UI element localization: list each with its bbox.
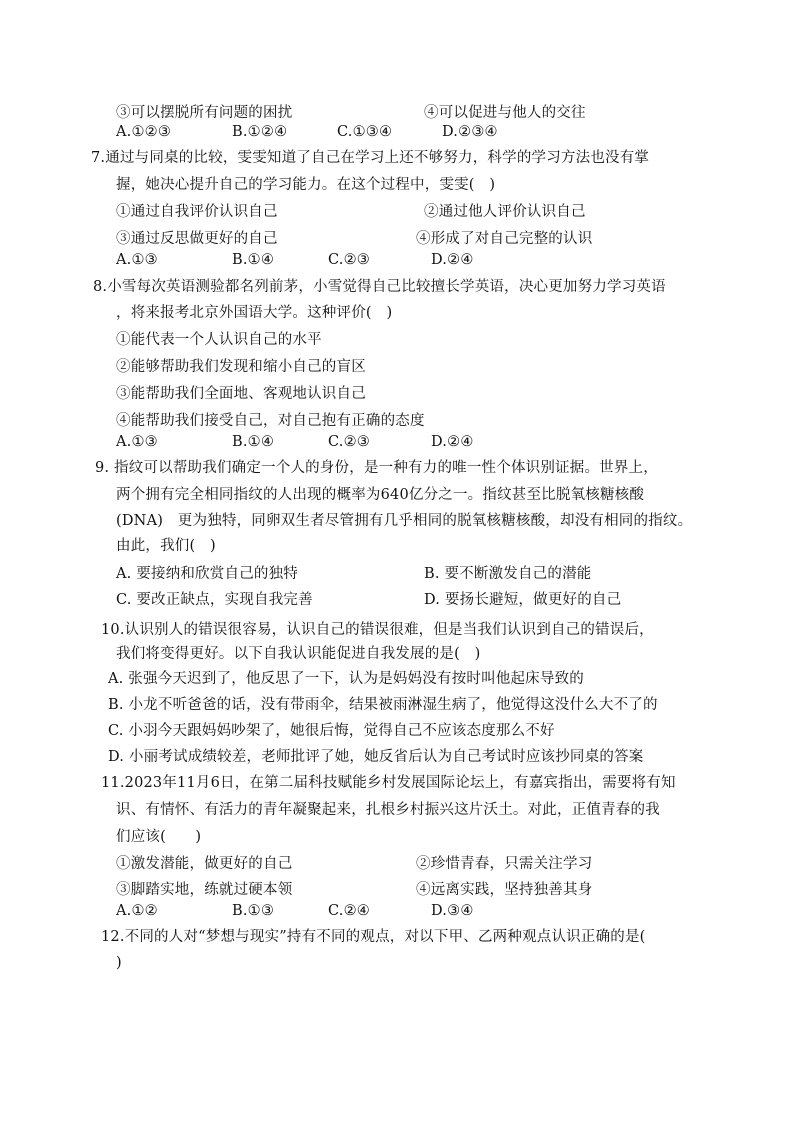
q6-choice-d: D.②③④ <box>442 124 498 140</box>
q8-stem-line-1: 8.小雪每次英语测验都名列前茅，小雪觉得自己比较擅长学英语，决心更加努力学习英语 <box>93 279 666 295</box>
q8-option-2: ②能够帮助我们发现和缩小自己的盲区 <box>116 359 366 375</box>
q11-choice-d: D.③④ <box>431 903 474 919</box>
q11-option-2: ②珍惜青春，只需关注学习 <box>416 856 593 872</box>
q11-option-1: ①激发潜能，做更好的自己 <box>116 856 293 872</box>
q10-option-d: D. 小丽考试成绩较差，老师批评了她，她反省后认为自己考试时应该抄同桌的答案 <box>108 749 644 765</box>
q7-option-3: ③通过反思做更好的自己 <box>116 231 278 247</box>
q9-stem-line-1: 9. 指纹可以帮助我们确定一个人的身份，是一种有力的唯一性个体识别证据。世界上， <box>95 460 658 476</box>
q7-option-2: ②通过他人评价认识自己 <box>424 204 586 220</box>
q7-choice-c: C.②③ <box>328 252 370 268</box>
q11-option-4: ④远离实践，坚持独善其身 <box>416 882 593 898</box>
q11-choice-b: B.①③ <box>232 903 275 919</box>
q9-stem-line-4: 由此，我们( ) <box>116 538 216 554</box>
q8-choice-c: C.②③ <box>328 434 370 450</box>
q7-choice-a: A.①③ <box>116 252 158 268</box>
q7-choice-d: D.②④ <box>431 252 474 268</box>
q7-option-4: ④形成了对自己完整的认识 <box>416 231 593 247</box>
q12-stem-line-2: ) <box>116 955 122 971</box>
q9-stem-line-3: (DNA) 更为独特，同卵双生者尽管拥有几乎相同的脱氧核糖核酸，却没有相同的指纹。 <box>116 513 693 529</box>
q6-choice-b: B.①②④ <box>232 124 288 140</box>
q9-option-d: D. 要扬长避短，做更好的自己 <box>424 592 622 608</box>
q10-option-a: A. 张强今天迟到了，他反思了一下，认为是妈妈没有按时叫他起床导致的 <box>108 671 584 687</box>
q8-option-1: ①能代表一个人认识自己的水平 <box>116 332 322 348</box>
q11-stem-line-3: 们应该( ) <box>116 829 202 845</box>
q8-stem-line-2: ，将来报考北京外国语大学。这种评价( ) <box>116 305 393 321</box>
q8-option-3: ③能帮助我们全面地、客观地认识自己 <box>116 386 366 402</box>
q11-option-3: ③脚踏实地，练就过硬本领 <box>116 882 293 898</box>
q11-choice-a: A.①② <box>116 903 158 919</box>
q11-stem-line-2: 识、有情怀、有活力的青年凝聚起来，扎根乡村振兴这片沃土。对此，正值青春的我 <box>116 802 660 818</box>
q11-stem-line-1: 11.2023年11月6日，在第二届科技赋能乡村发展国际论坛上，有嘉宾指出，需要将有知 <box>101 775 676 791</box>
q7-stem-line-1: 7.通过与同桌的比较，雯雯知道了自己在学习上还不够努力，科学的学习方法也没有掌 <box>91 150 650 166</box>
q9-option-b: B. 要不断激发自己的潜能 <box>424 566 592 582</box>
q6-option-4: ④可以促进与他人的交往 <box>424 105 586 121</box>
q9-option-c: C. 要改正缺点，实现自我完善 <box>116 592 313 608</box>
q9-option-a: A. 要接纳和欣赏自己的独特 <box>116 566 298 582</box>
q6-choice-c: C.①③④ <box>337 124 393 140</box>
q7-choice-b: B.①④ <box>232 252 275 268</box>
q6-option-3: ③可以摆脱所有问题的困扰 <box>116 105 293 121</box>
q12-stem-line-1: 12.不同的人对“梦想与现实”持有不同的观点，对以下甲、乙两种观点认识正确的是( <box>101 929 646 945</box>
q7-stem-line-2: 握，她决心提升自己的学习能力。在这个过程中，雯雯( ) <box>116 177 496 193</box>
q8-choice-a: A.①③ <box>116 434 158 450</box>
q6-choice-a: A.①②③ <box>116 124 172 140</box>
q9-stem-line-2: 两个拥有完全相同指纹的人出现的概率为640亿分之一。指纹甚至比脱氧核糖核酸 <box>116 487 645 503</box>
q10-stem-line-1: 10.认识别人的错误很容易，认识自己的错误很难，但是当我们认识到自己的错误后， <box>101 622 654 638</box>
q8-choice-b: B.①④ <box>232 434 275 450</box>
q11-choice-c: C.②④ <box>328 903 370 919</box>
q8-choice-d: D.②④ <box>431 434 474 450</box>
q7-option-1: ①通过自我评价认识自己 <box>116 204 278 220</box>
q8-option-4: ④能帮助我们接受自己，对自己抱有正确的态度 <box>116 413 425 429</box>
q10-option-c: C. 小羽今天跟妈妈吵架了，她很后悔，觉得自己不应该态度那么不好 <box>108 723 555 739</box>
q10-stem-line-2: 我们将变得更好。以下自我认识能促进自我发展的是( ) <box>116 646 481 662</box>
q10-option-b: B. 小龙不听爸爸的话，没有带雨伞，结果被雨淋湿生病了，他觉得这没什么大不了的 <box>108 697 658 713</box>
